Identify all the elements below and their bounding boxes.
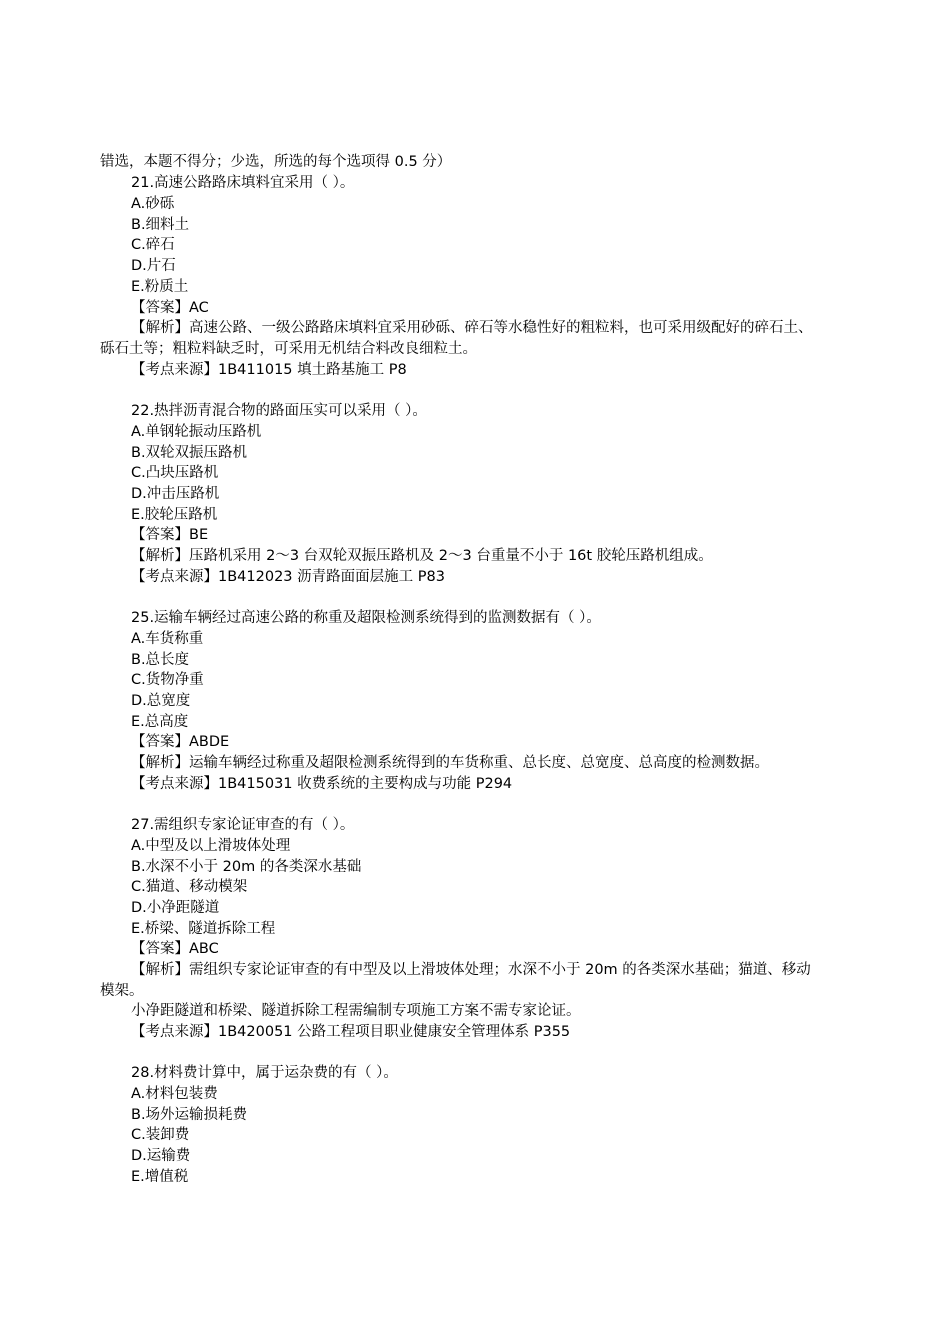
- option-d: D.冲击压路机: [131, 486, 220, 502]
- option-d: D.片石: [131, 258, 176, 274]
- option-e: E.胶轮压路机: [131, 507, 218, 523]
- question-25: 25.运输车辆经过高速公路的称重及超限检测系统得到的监测数据有（ ）。: [131, 610, 601, 626]
- option-e: E.桥梁、隧道拆除工程: [131, 921, 276, 937]
- option-b: B.场外运输损耗费: [131, 1107, 248, 1123]
- answer: 【答案】ABC: [131, 941, 219, 957]
- answer: 【答案】AC: [131, 300, 209, 316]
- option-c: C.碎石: [131, 237, 175, 253]
- analysis: 【解析】高速公路、一级公路路床填料宜采用砂砾、碎石等水稳性好的粗粒料，也可采用级配好的碎石土、: [131, 320, 813, 336]
- analysis-continuation: 砾石土等；粗粒料缺乏时，可采用无机结合料改良细粒土。: [100, 341, 477, 357]
- scoring-rule-text: 错选，本题不得分；少选，所选的每个选项得 0.5 分）: [100, 154, 452, 170]
- question-22: 22.热拌沥青混合物的路面压实可以采用（ ）。: [131, 403, 427, 419]
- answer: 【答案】BE: [131, 527, 209, 543]
- option-b: B.双轮双振压路机: [131, 445, 248, 461]
- option-b: B.细料土: [131, 217, 190, 233]
- option-d: D.运输费: [131, 1148, 191, 1164]
- question-27: 27.需组织专家论证审查的有（ ）。: [131, 817, 355, 833]
- option-c: C.凸块压路机: [131, 465, 219, 481]
- option-a: A.单钢轮振动压路机: [131, 424, 262, 440]
- option-c: C.猫道、移动模架: [131, 879, 248, 895]
- question-21: 21.高速公路路床填料宜采用（ ）。: [131, 175, 355, 191]
- option-d: D.小净距隧道: [131, 900, 220, 916]
- option-e: E.增值税: [131, 1169, 189, 1185]
- option-e: E.总高度: [131, 714, 189, 730]
- option-c: C.装卸费: [131, 1127, 190, 1143]
- analysis: 【解析】运输车辆经过称重及超限检测系统得到的车货称重、总长度、总宽度、总高度的检测数据。: [131, 755, 769, 771]
- option-b: B.水深不小于 20m 的各类深水基础: [131, 859, 362, 875]
- analysis: 【解析】需组织专家论证审查的有中型及以上滑坡体处理；水深不小于 20m 的各类深水基础；猫道、移动: [131, 962, 811, 978]
- analysis-continuation: 模架。: [100, 983, 144, 999]
- option-a: A.车货称重: [131, 631, 204, 647]
- option-c: C.货物净重: [131, 672, 204, 688]
- option-a: A.中型及以上滑坡体处理: [131, 838, 291, 854]
- option-a: A.材料包装费: [131, 1086, 218, 1102]
- source-reference: 【考点来源】1B420051 公路工程项目职业健康安全管理体系 P355: [131, 1024, 571, 1040]
- option-a: A.砂砾: [131, 196, 175, 212]
- option-e: E.粉质土: [131, 279, 189, 295]
- analysis-note: 小净距隧道和桥梁、隧道拆除工程需编制专项施工方案不需专家论证。: [131, 1003, 581, 1019]
- analysis: 【解析】压路机采用 2～3 台双轮双振压路机及 2～3 台重量不小于 16t 胶轮压路机组成。: [131, 548, 713, 564]
- question-28: 28.材料费计算中，属于运杂费的有（ ）。: [131, 1065, 398, 1081]
- option-d: D.总宽度: [131, 693, 191, 709]
- answer: 【答案】ABDE: [131, 734, 230, 750]
- source-reference: 【考点来源】1B415031 收费系统的主要构成与功能 P294: [131, 776, 513, 792]
- option-b: B.总长度: [131, 652, 190, 668]
- source-reference: 【考点来源】1B412023 沥青路面面层施工 P83: [131, 569, 445, 585]
- source-reference: 【考点来源】1B411015 填土路基施工 P8: [131, 362, 407, 378]
